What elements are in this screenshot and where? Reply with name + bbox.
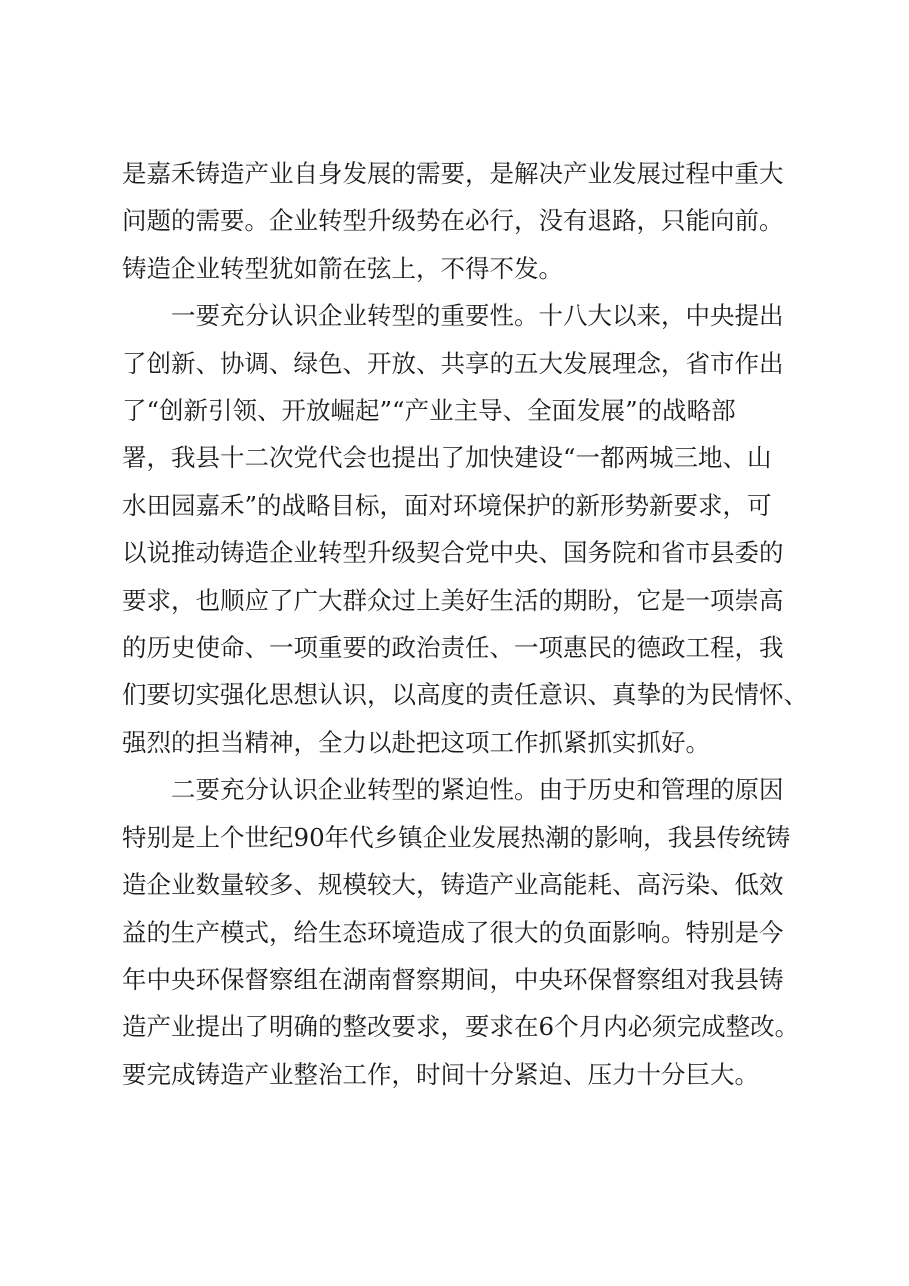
text-line: 水田园嘉禾”的战略目标，面对环境保护的新形势新要求，可 (122, 490, 772, 520)
text-line: 铸造企业转型犹如箭在弦上，不得不发。 (122, 253, 563, 283)
text-line: 要完成铸造产业整治工作，时间十分紧迫、压力十分巨大。 (122, 1059, 759, 1089)
text-line: 署，我县十二次党代会也提出了加快建设“一都两城三地、山 (122, 443, 772, 473)
text-line: 的历史使命、一项重要的政治责任、一项惠民的德政工程，我 (122, 633, 784, 663)
text-line: 要求，也顺应了广大群众过上美好生活的期盼，它是一项崇高 (122, 585, 784, 615)
text-line: 造企业数量较多、规模较大，铸造产业高能耗、高污染、低效 (122, 870, 784, 900)
text-line: 了创新、协调、绿色、开放、共享的五大发展理念，省市作出 (122, 348, 784, 378)
text-line: 益的生产模式，给生态环境造成了很大的负面影响。特别是今 (122, 917, 784, 947)
paragraph-urgency (122, 766, 822, 1098)
text-line: 造产业提出了明确的整改要求，要求在6个月内必须完成整改。 (122, 1012, 800, 1042)
text-line: 二要充分认识企业转型的紧迫性。由于历史和管理的原因 (171, 775, 784, 805)
paragraph-continuation (122, 150, 822, 292)
text-line: 们要切实强化思想认识，以高度的责任意识、真挚的为民情怀、 (122, 680, 808, 710)
text-line: 年中央环保督察组在湖南督察期间，中央环保督察组对我县铸 (122, 964, 784, 994)
text-line: 一要充分认识企业转型的重要性。十八大以来，中央提出 (171, 301, 784, 331)
paragraph-importance (122, 292, 822, 766)
text-line: 问题的需要。企业转型升级势在必行，没有退路，只能向前。 (122, 206, 784, 236)
text-line: 强烈的担当精神，全力以赴把这项工作抓紧抓实抓好。 (122, 727, 710, 757)
text-line: 以说推动铸造企业转型升级契合党中央、国务院和省市县委的 (122, 538, 784, 568)
text-line: 了“创新引领、开放崛起”“产业主导、全面发展”的战略部 (122, 396, 736, 426)
text-line: 特别是上个世纪90年代乡镇企业发展热潮的影响，我县传统铸 (122, 822, 791, 852)
body-text (122, 150, 822, 1098)
text-line: 是嘉禾铸造产业自身发展的需要，是解决产业发展过程中重大 (122, 159, 784, 188)
